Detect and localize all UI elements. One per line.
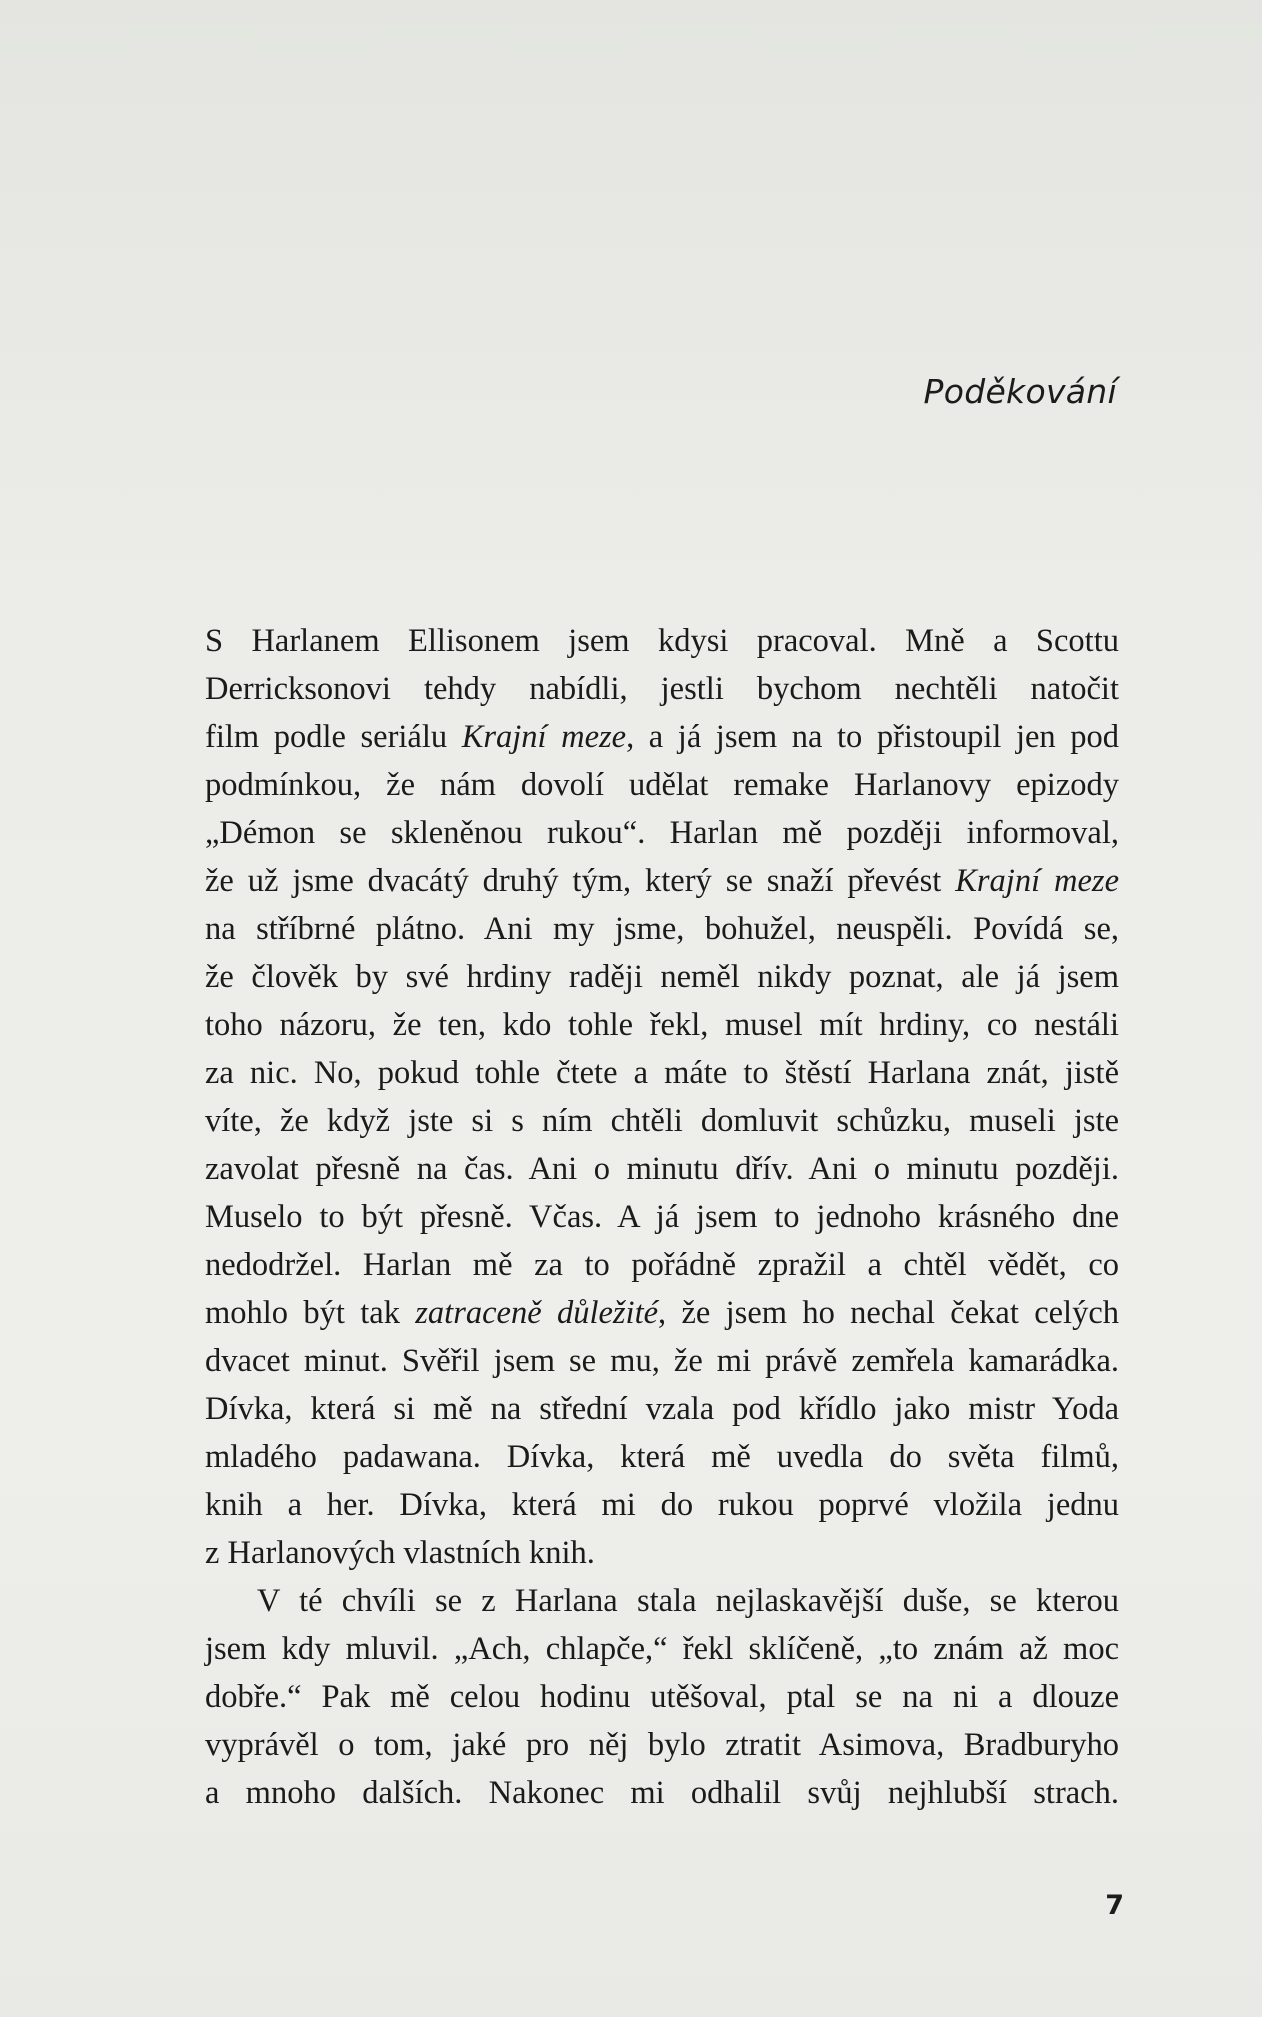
text-line: toho názoru, že ten, kdo tohle řekl, musel mít hrdiny, co nestáli [205, 1007, 1119, 1043]
text-line: víte, že když jste si s ním chtěli domluvit schůzku, museli jste [205, 1103, 1119, 1139]
text-line: jsem kdy mluvil. „Ach, chlapče,“ řekl sklíčeně, „to znám až moc [205, 1631, 1119, 1667]
text-line: Derricksonovi tehdy nabídli, jestli bychom nechtěli natočit [205, 671, 1119, 707]
text-line: zavolat přesně na čas. Ani o minutu dřív. Ani o minutu později. [205, 1151, 1119, 1187]
text-line: film podle seriálu Krajní meze, a já jsem na to přistoupil jen pod [205, 719, 1119, 755]
text-line: mohlo být tak zatraceně důležité, že jsem ho nechal čekat celých [205, 1295, 1119, 1331]
text-line: „Démon se skleněnou rukou“. Harlan mě později informoval, [205, 815, 1119, 851]
text-line: že už jsme dvacátý druhý tým, který se snaží převést Krajní meze [205, 863, 1119, 899]
paragraph-2 [205, 1577, 1119, 1817]
text-line: za nic. No, pokud tohle čtete a máte to štěstí Harlana znát, jistě [205, 1055, 1119, 1091]
text-line: Muselo to být přesně. Včas. A já jsem to jednoho krásného dne [205, 1199, 1119, 1235]
page-number: 7 [1105, 1890, 1124, 1921]
text-line: Dívka, která si mě na střední vzala pod křídlo jako mistr Yoda [205, 1391, 1119, 1427]
text-line: knih a her. Dívka, která mi do rukou poprvé vložila jednu [205, 1487, 1119, 1523]
text-line: z Harlanových vlastních knih. [205, 1535, 595, 1571]
text-line: dobře.“ Pak mě celou hodinu utěšoval, ptal se na ni a dlouze [205, 1679, 1119, 1715]
text-line: na stříbrné plátno. Ani my jsme, bohužel, neuspěli. Povídá se, [205, 911, 1119, 947]
paragraph-1 [205, 617, 1119, 1577]
text-line: že člověk by své hrdiny raději neměl nikdy poznat, ale já jsem [205, 959, 1119, 995]
body-text [205, 617, 1119, 1817]
text-line: a mnoho dalších. Nakonec mi odhalil svůj nejhlubší strach. [205, 1775, 1119, 1811]
text-line: dvacet minut. Svěřil jsem se mu, že mi právě zemřela kamarádka. [205, 1343, 1119, 1379]
text-line: vyprávěl o tom, jaké pro něj bylo ztratit Asimova, Bradburyho [205, 1727, 1119, 1763]
text-line: podmínkou, že nám dovolí udělat remake Harlanovy epizody [205, 767, 1119, 803]
chapter-heading: Poděkování [923, 372, 1117, 411]
text-line: S Harlanem Ellisonem jsem kdysi pracoval. Mně a Scottu [205, 623, 1119, 659]
text-line: nedodržel. Harlan mě za to pořádně zpražil a chtěl vědět, co [205, 1247, 1119, 1283]
text-line: V té chvíli se z Harlana stala nejlaskavější duše, se kterou [257, 1583, 1119, 1619]
text-line: mladého padawana. Dívka, která mě uvedla do světa filmů, [205, 1439, 1119, 1475]
